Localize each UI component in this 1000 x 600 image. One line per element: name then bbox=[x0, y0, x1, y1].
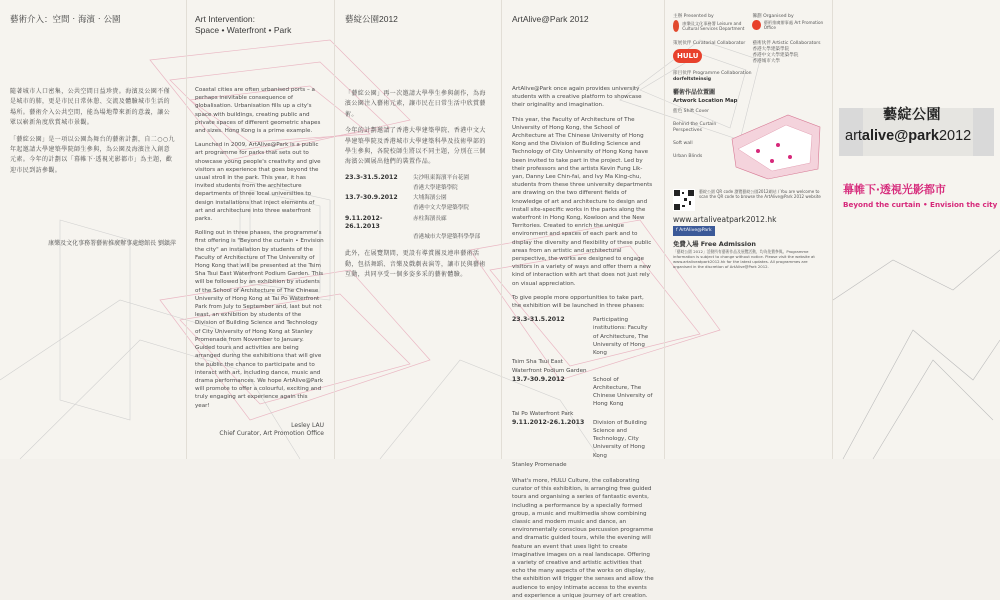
map-title: 藝術作品位置圖 bbox=[673, 89, 716, 97]
park-map-graphic bbox=[728, 109, 824, 183]
schedule-place: 大埔海濱公園 bbox=[413, 195, 447, 202]
presented-by-label: 主辦 Presented by bbox=[673, 14, 714, 19]
facebook-badge[interactable]: f ArtAlive@Park bbox=[673, 226, 715, 236]
schedule-place: Stanley Promenade bbox=[512, 461, 567, 468]
apo-emblem-icon bbox=[752, 20, 760, 30]
artistic-label: 藝術伙伴 Artistic Collaborators bbox=[752, 41, 821, 47]
column-intro-english bbox=[187, 0, 334, 459]
col4-para: This year, the Faculty of Architecture of The University of Hong Kong, the School of Architecture at The Chinese University of Hong Kong and the Division of Building Science and Technology of City University of Hong Kong have been invited to take part in the project. Led by their professors and the artists Kevin Fung Lik-yan, Danny Lee Chin-fai, and Ivy Ma King-chu, students from these three university departments are drawing on the two different fields of knowledge of art and architecture to design and install site-specific works in the parks along the waterfront in Hong Kong, Kowloon and the New Territories. Created to enrich the unique environment and spaces of each park and to display the diversity and flexibility of these public areas from an artistic and architectural perspective, the works are designed to engage visitors in a variety of ways and offer them a new kind of interaction with art that does not just rely on visual appreciation. bbox=[512, 116, 653, 287]
col4-para: To give people more opportunities to take part, the exhibition will be launched in three phases: bbox=[512, 294, 645, 310]
cover-theme-english: Beyond the curtain • Envision the city bbox=[843, 200, 998, 209]
artistic-org: 香港大學建築學院 bbox=[752, 47, 790, 53]
organised-by-label: 籌劃 Organised by bbox=[752, 14, 794, 19]
map-legend-item: Soft wall bbox=[673, 140, 693, 146]
presented-by-row bbox=[673, 14, 824, 35]
column-intro-chinese bbox=[0, 0, 186, 459]
qr-code-icon[interactable] bbox=[673, 189, 695, 211]
col1-title: 藝術介入：空間‧海濱‧公園 bbox=[10, 14, 121, 24]
col1-para: 「藝綻公園」是一項以公園為舞台的藝術計劃，自二○○九年起邀請大學建築學院師生參與，為公園及海濱注入創意元素。今年的計劃以「幕帷下‧透視光影都市」為主題，歡迎市民到訪參觀。 bbox=[10, 135, 175, 174]
schedule-uni: School of Architecture, The Chinese University of Hong Kong bbox=[593, 376, 653, 408]
column-credits-map bbox=[665, 0, 832, 459]
cover-theme-chinese: 幕帷下‧透視光影都市 bbox=[843, 183, 946, 196]
col3-para: 此外，在展覽期間，更設有導賞團及連串藝術活動，包括舞蹈、音樂及戲劇表演等，讓市民與藝術互動，共同享受一個多姿多采的藝術體驗。 bbox=[345, 250, 486, 279]
col2-subtitle: Space • Waterfront • Park bbox=[195, 25, 292, 35]
schedule-date: 13.7-30.9.2012 bbox=[345, 194, 398, 202]
col4-schedule bbox=[512, 316, 654, 469]
schedule-uni: 香港中文大學建築學院 bbox=[413, 205, 469, 212]
map-legend-item: Urban Blinds bbox=[673, 153, 703, 159]
map-legend-item: Behind the Curtain Perspectives bbox=[673, 121, 717, 133]
schedule-place: 尖沙咀東海濱平台花園 bbox=[413, 174, 469, 181]
schedule-uni: 香港大學建築學院 bbox=[413, 185, 458, 192]
col4-para: ArtAlive@Park once again provides university students with a creative platform to showcase their originality and imagination. bbox=[512, 86, 642, 109]
hulu-logo: HULU bbox=[673, 49, 702, 63]
location-map bbox=[673, 89, 824, 182]
cover-panel bbox=[833, 0, 1000, 459]
cover-title-english: artalive@park2012 bbox=[845, 128, 972, 144]
schedule-date: 23.3-31.5.2012 bbox=[345, 173, 398, 181]
schedule-place: Tai Po Waterfront Park bbox=[512, 410, 574, 417]
col3-para: 「藝綻公園」再一次邀請大學學生參與創作，為海濱公園注入藝術元素，讓市民在日常生活中欣賞藝術。 bbox=[345, 90, 486, 118]
programme-label: 節目伙伴 Programme Collaboration bbox=[673, 71, 752, 77]
curatorial-label: 策展伙伴 Curatorial Collaborator bbox=[673, 41, 746, 47]
column-2012-english bbox=[502, 0, 664, 599]
fine-print: 「藝綻公園 2012」活動所有藝術作品及展覽活動，均為免費參與。Programme information is subject to change without notice. Please visit the website at www.artaliveatpark2012.hk for the latest updates. All programmes are organised in the discretion of ArtAlive@Park 2012. bbox=[673, 249, 815, 269]
collaborators-row bbox=[673, 41, 824, 65]
col3-title: 藝綻公園2012 bbox=[345, 14, 398, 24]
map-legend-item: 藍色 Shift Cover bbox=[673, 108, 710, 114]
lcsd-emblem-icon bbox=[673, 20, 679, 32]
schedule-date: 9.11.2012-26.1.2013 bbox=[512, 418, 585, 426]
col2-title: Art Intervention: bbox=[195, 14, 256, 24]
schedule-uni: Division of Building Science and Technology, City University of Hong Kong bbox=[593, 419, 647, 459]
col2-signature-title: Chief Curator, Art Promotion Office bbox=[219, 429, 324, 437]
qr-caption: 藝綻公園 QR code 瀏覽藝綻公園2012網站 / You are welcome to scan the QR code to browse the ArtAlive@Park 2012 website bbox=[699, 188, 821, 199]
cover-graphic bbox=[833, 0, 1000, 459]
col2-para: Launched in 2009, ArtAlive@Park is a public art programme for parks that sets out to showcase young people's creativity and give visitors an experience that goes beyond the usual stroll in the park. This year, it has invited students from the architecture departments of three local universities to design installations that inject elements of art and architecture into three waterfront parks. bbox=[195, 142, 321, 223]
programme-org: dorfeltsteinsig bbox=[673, 77, 712, 83]
apo-logo: 藝術推廣辦事處 Art Promotion Office bbox=[752, 20, 824, 30]
programme-row bbox=[673, 71, 824, 83]
column-2012-chinese bbox=[335, 0, 501, 459]
schedule-date: 9.11.2012-26.1.2013 bbox=[345, 214, 383, 230]
col2-para: Coastal cities are often urbanised ports – a perhaps inevitable consequence of globalisation. Urbanisation fills up a city's space with buildings, creating public and private spaces of different geometric shapes and sizes. Hong Kong is a prime example. bbox=[195, 87, 321, 135]
schedule-place: 赤柱海濱長廊 bbox=[413, 215, 447, 222]
col4-para: What's more, HULU Culture, the collaborating curator of this exhibition, is arranging free guided tours and organising a series of fantastic events, including a performance by a specially formed group, a music and multimedia show combining classic and modern music and dance, an environmentally conscious percussion programme and dramatic guided tours, while the evening will feature an event that uses light to create imaginative images on a real landscape. Offering a variety of creative and artistic activities that echo the many aspects of the works on display, the exhibition will trigger the senses and allow the audience to enjoy intimate access to the events and experience a unique journey of art creation. bbox=[512, 477, 654, 599]
col2-signature-name: Lesley LAU bbox=[291, 421, 324, 429]
qr-block bbox=[673, 189, 824, 211]
map-subtitle: Artwork Location Map bbox=[673, 98, 738, 105]
schedule-place: Tsim Sha Tsui East Waterfront Podium Garden bbox=[512, 359, 587, 374]
cover-title-chinese: 藝綻公園 bbox=[883, 106, 941, 122]
col3-schedule bbox=[345, 174, 491, 241]
col3-para: 今年的計劃邀請了香港大學建築學院、香港中文大學建築學院及香港城市大學建築科學及技術學部的學生參與，各院校師生將以不同主題，分別在三個海濱公園展出他們的裝置作品。 bbox=[345, 127, 486, 166]
schedule-uni: 香港城市大學建築科學學部 bbox=[413, 234, 481, 241]
col1-signature: 康樂及文化事務署藝術推廣辦事處總館長 劉鎮萍 bbox=[48, 240, 176, 248]
lcsd-logo: 康樂及文化事務署 Leisure and Cultural Services Department bbox=[673, 20, 746, 32]
website-link[interactable]: www.artaliveatpark2012.hk bbox=[673, 214, 777, 224]
free-admission: 免費入場 Free Admission bbox=[673, 240, 756, 249]
col1-para: 隨著城市人口密集，公共空間日益珍貴。海濱及公園不僅是城市的肺，更是市民日常休憩、交流及體驗城市生活的場所。藝術介入公共空間，能為場地帶來新的意義，讓公眾以嶄新角度欣賞城市景觀。 bbox=[10, 88, 171, 127]
schedule-date: 13.7-30.9.2012 bbox=[512, 375, 565, 383]
artistic-org: 香港城市大學 bbox=[752, 59, 781, 65]
col4-title: ArtAlive@Park 2012 bbox=[512, 14, 589, 24]
schedule-uni: Participating institutions: Faculty of Architecture, The University of Hong Kong bbox=[593, 317, 649, 357]
schedule-date: 23.3-31.5.2012 bbox=[512, 316, 565, 324]
col2-para: Rolling out in three phases, the programme's first offering is "Beyond the curtain • Envision the city" an installation by students of the Faculty of Architecture of The University of Hong Kong that will be presented at the Tsim Sha Tsui East Waterfront Podium Garden. This will be followed by an exhibition by students of the School of Architecture of The Chinese University of Hong Kong at Tai Po Waterfront Park from July to September and, last but not least, an exhibition by students of the Division of Building Science and Technology of City University of Hong Kong at Stanley Promenade from November to January. Guided tours and activities are being arranged during the exhibitions that will give the public the chance to participate and to interact with art, including dance, music and drama performances. We hope ArtAlive@Park will promote to offer a colourful, exciting and truly engaging art experience again this year! bbox=[195, 230, 324, 409]
artistic-org: 香港中文大學建築學院 bbox=[752, 53, 799, 59]
